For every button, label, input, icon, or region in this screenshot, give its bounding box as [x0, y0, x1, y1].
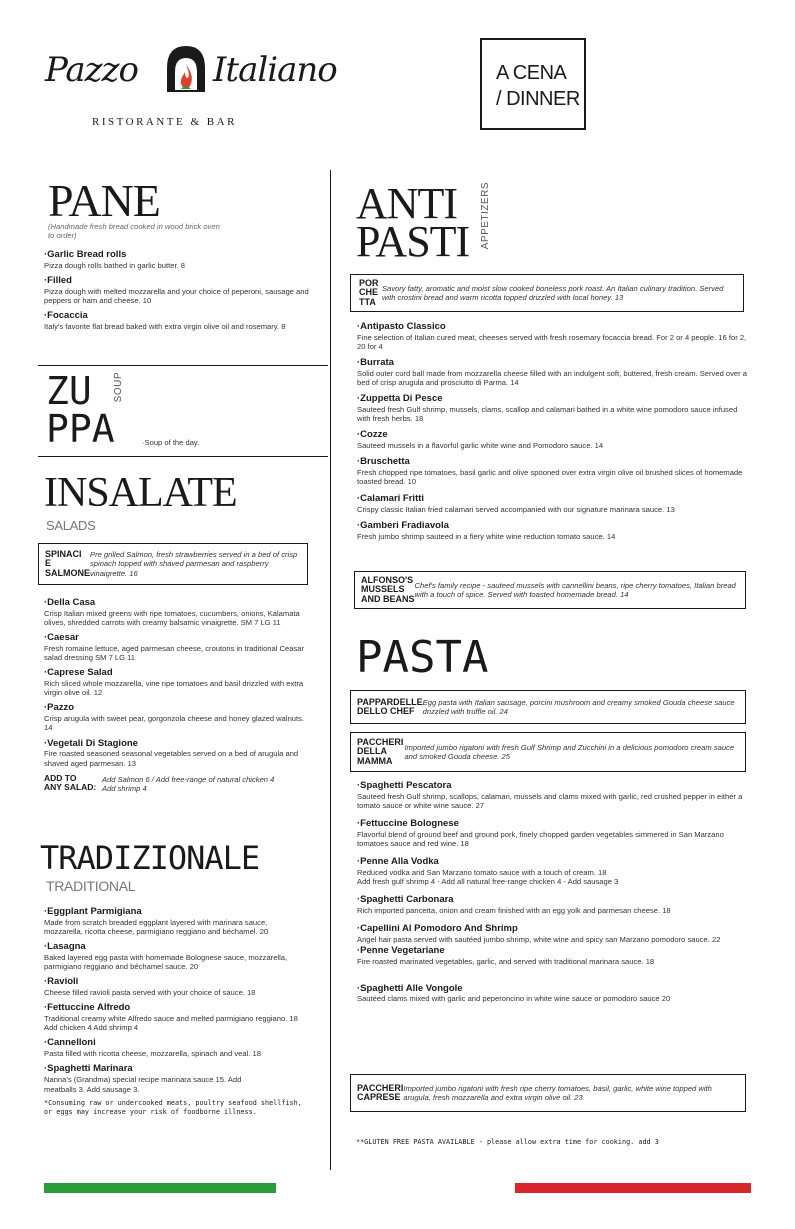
gluten-free-note: **GLUTEN FREE PASTA AVAILABLE - please allow extra time for cooking. add 3	[356, 1138, 659, 1146]
item-desc: Italy's favorite flat bread baked with extra virgin olive oil and rosemary. 8	[44, 322, 286, 332]
spinaci-salmone-desc: Pre grilled Salmon, fresh strawberries served in a bed of crisp spinach topped with shaved parmesan and raspberry vinaigrette. 16	[90, 550, 298, 578]
item-name: ·Lasagna	[44, 941, 86, 953]
item-desc: Crisp arugula with sweet pear, gorgonzola cheese and honey glazed walnuts. 14	[44, 714, 305, 733]
item-desc: Pizza dough with melted mozzarella and your choice of peperoni, sausage and peppers or ham and cheese. 10	[44, 286, 309, 306]
tradizionale-item	[44, 1038, 306, 1058]
item-desc: Fresh chopped ripe tomatoes, basil garlic and olive spooned over extra virgin olive oil brushed slices of homemade toasted bread. 10	[357, 468, 743, 487]
insalate-item	[44, 668, 306, 697]
item-name: ·Eggplant Parmigiana	[44, 906, 142, 917]
paccheri-mamma-box	[350, 732, 746, 772]
divider	[38, 365, 328, 366]
insalate-item	[44, 633, 306, 662]
antipasti-vertical-label: APPETIZERS	[480, 182, 491, 250]
pasta-item	[357, 857, 757, 886]
item-name: ·Calamari Fritti	[357, 492, 425, 504]
item-name: ·Filled	[44, 275, 72, 287]
item-name: ·Cozze	[357, 429, 388, 441]
red-stripe	[515, 1183, 751, 1193]
insalate-item	[44, 703, 306, 732]
item-desc: Reduced vodka and San Marzano tomato sauce with a touch of cream. 18 Add fresh gulf shrimp 4 - Add all natural free-range chicken 4 - Add sausage 3	[357, 868, 619, 887]
insalate-item	[44, 739, 306, 768]
logo-subtitle: RISTORANTE & BAR	[92, 116, 237, 128]
insalate-subtitle: SALADS	[46, 518, 96, 533]
item-desc: Sauteed mussels in a flavorful garlic white wine and Pomodoro sauce. 14	[357, 441, 604, 451]
meal-period-box	[480, 38, 586, 130]
antipasti-title-line1: ANTI	[356, 179, 458, 228]
pane-item	[44, 311, 309, 331]
paccheri-caprese-box	[350, 1074, 746, 1112]
pasta-item	[357, 984, 757, 1004]
logo	[45, 40, 345, 135]
alfonso-mussels-desc: Chef's family recipe - sauteed mussels with cannellini beans, ripe cherry tomatoes, Italian bread with a touch of spice. Served with toasted homemade bread. 14	[414, 580, 736, 599]
pane-items	[44, 250, 309, 331]
pasta-item	[357, 895, 757, 915]
pasta-item	[357, 946, 757, 966]
add-to-salad-line1: Add Salmon 6 / Add free-range of natural chicken 4	[102, 774, 275, 784]
tradizionale-item	[44, 1003, 306, 1032]
pane-subtitle: (Handmade fresh bread cooked in wood brick oven to order)	[48, 222, 220, 241]
foodborne-illness-note: *Consuming raw or undercooked meats, poultry seafood shellfish, or eggs may increase your risk of foodborne illness.	[44, 1098, 302, 1117]
item-name: ·Penne Vegetariane	[357, 945, 445, 957]
item-name: ·Garlic Bread rolls	[44, 249, 127, 260]
item-desc: Solid outer curd ball made from mozzarella cheese filled with an indulgent soft, buttered, fresh cream. Served over a bed of crisp arugula and prosciutto di Parma. 14	[357, 369, 748, 388]
item-desc: Fresh jumbo shrimp sauteed in a fiery white wine reduction tomato sauce. 14	[357, 531, 616, 541]
item-name: ·Gamberi Fradiavola	[357, 519, 449, 531]
tradizionale-subtitle: TRADITIONAL	[46, 878, 136, 894]
item-name: ·Burrata	[357, 357, 394, 369]
tradizionale-items	[44, 907, 306, 1118]
item-name: ·Spaghetti Pescatora	[357, 780, 452, 791]
insalate-item	[44, 598, 306, 627]
item-name: ·Focaccia	[44, 310, 88, 322]
alfonso-mussels-title: ALFONSO'S MUSSELS AND BEANS	[361, 574, 415, 604]
item-desc: Crisp Italian mixed greens with ripe tomatoes, cucumbers, onions, Kalamata olives, shredded carrots with creamy balsamic vinaigrette. SM 7 LG 11	[44, 608, 300, 628]
pappardelle-box	[350, 690, 746, 724]
item-desc: Cheese filled ravioli pasta served with your choice of sauce. 18	[44, 988, 256, 998]
zuppa-vertical-label: SOUP	[113, 372, 124, 403]
item-desc: Traditional creamy white Alfredo sauce and melted parmigiano reggiano. 18 Add chicken 4 Add shrimp 4	[44, 1014, 298, 1033]
item-name: ·Della Casa	[44, 597, 96, 608]
pappardelle-desc: Egg pasta with Italian sausage, porcini mushroom and creamy smoked Gouda cheese sauce drizzled with truffle oil. 24	[422, 697, 735, 716]
item-desc: Sauteed fresh Gulf shrimp, scallops, calamari, mussels and clams mixed with garlic, red crushed pepper in either a tomato sauce or white wine sauce. 27	[357, 791, 743, 811]
item-name: ·Vegetali Di Stagione	[44, 737, 138, 749]
item-desc: Fire roasted marinated vegetables, garlic, and served with traditional marinara sauce. 18	[357, 957, 655, 967]
tradizionale-item	[44, 977, 306, 997]
porchetta-desc: Savory fatty, aromatic and moist slow cooked boneless pork roast. An Italian culinary tradition. Served with crostini bread and warm ricotta topped drizzled with local honey. 13	[381, 283, 724, 302]
antipasti-item	[357, 521, 752, 541]
pasta-items	[357, 781, 757, 1004]
pane-title: PANE	[48, 175, 160, 226]
item-name: ·Cannelloni	[44, 1037, 96, 1049]
paccheri-mamma-desc: Imported jumbo rigatoni with fresh Gulf Shrimp and Zucchini in a delicious pomodoro cream sauce and smoked Gouda cheese. 25	[404, 742, 735, 761]
item-name: ·Spaghetti Carbonara	[357, 894, 454, 906]
pane-item	[44, 250, 309, 270]
porchetta-title: POR CHE TTA	[359, 277, 379, 307]
add-to-salad-options	[102, 774, 274, 794]
item-desc: Crispy classic Italian fried calamari served accompanied with our signature marinara sauce. 13	[357, 504, 675, 514]
center-divider	[330, 170, 331, 1170]
green-stripe	[44, 1183, 276, 1193]
antipasti-title-line2: PASTI	[356, 217, 470, 266]
item-name: ·Fettuccine Bolognese	[357, 818, 459, 830]
antipasti-items	[357, 322, 752, 541]
item-desc: Flavorful blend of ground beef and ground pork, finely chopped garden vegetables simmered in San Marzano tomatoes sauce and red wine. 18	[357, 830, 724, 849]
pasta-title: PASTA	[356, 632, 489, 683]
antipasti-item	[357, 358, 752, 387]
item-desc: Sauteed fresh Gulf shrimp, mussels, clams, scallop and calamari bathed in a white wine pomodoro sauce infused with fresh herbs. 18	[357, 405, 738, 424]
antipasti-item	[357, 457, 752, 486]
item-desc: Nanna's (Grandma) special recipe marinara sauce 15. Add meatballs 3. Add sausage 3.	[44, 1075, 242, 1094]
insalate-items	[44, 598, 306, 793]
item-name: ·Zuppetta Di Pesce	[357, 393, 443, 405]
antipasti-item	[357, 494, 752, 514]
item-name: ·Pazzo	[44, 702, 75, 714]
tradizionale-item	[44, 907, 306, 936]
item-desc: Fine selection of Italian cured meat, cheeses served with fresh rosemary focaccia bread. For 2 or 4 people. 16 for 2, 20 for 4	[357, 332, 747, 352]
paccheri-mamma-title: PACCHERI DELLA MAMMA	[357, 736, 404, 766]
oven-flame-icon	[163, 42, 209, 94]
item-name: ·Caesar	[44, 632, 79, 644]
item-name: ·Capellini Al Pomodoro And Shrimp	[357, 923, 518, 935]
logo-right-text: Italiano	[213, 50, 337, 90]
antipasti-item	[357, 394, 752, 423]
item-desc: Angel hair pasta served with sautéed jumbo shrimp, white wine and spicy san Marzano pomodoro sauce. 22	[357, 935, 721, 945]
item-name: ·Bruschetta	[357, 456, 410, 468]
add-to-salad-line2: Add shrimp 4	[102, 783, 147, 793]
antipasti-item	[357, 322, 752, 351]
paccheri-caprese-title: PACCHERI CAPRESE	[357, 1082, 404, 1102]
antipasti-item	[357, 430, 752, 450]
tradizionale-item	[44, 942, 306, 971]
item-name: ·Fettuccine Alfredo	[44, 1002, 131, 1014]
pappardelle-title: PAPPARDELLE DELLO CHEF	[357, 696, 423, 716]
pasta-item	[357, 781, 757, 810]
pane-section	[40, 175, 325, 241]
pasta-item	[357, 924, 757, 944]
tradizionale-item	[44, 1064, 306, 1093]
item-name: ·Spaghetti Alle Vongole	[357, 982, 463, 994]
alfonso-mussels-box	[354, 571, 746, 609]
spinaci-salmone-box	[38, 543, 308, 585]
zuppa-title-line1: ZU	[46, 369, 92, 413]
insalate-title: INSALATE	[44, 470, 237, 516]
item-desc: Baked layered egg pasta with homemade Bolognese sauce, mozzarella, parmigiano reggiano and béchamel sauce. 20	[44, 953, 288, 972]
paccheri-caprese-desc: Imported jumbo rigatoni with fresh ripe cherry tomatoes, basil, garlic, white wine topped with arugula, fresh mozzarella and extra virgin olive oil. 23	[403, 1083, 712, 1102]
zuppa-desc: ·Soup of the day.	[142, 438, 200, 447]
divider	[38, 456, 328, 457]
item-desc: Rich imported pancetta, onion and cream finished with an egg yolk and parmesan cheese. 18	[357, 906, 671, 916]
item-desc: Fresh romaine lettuce, aged parmesan cheese, croutons in traditional Ceasar salad dressing SM 7 LG 11	[44, 644, 305, 663]
tradizionale-title: TRADIZIONALE	[40, 839, 260, 877]
pasta-item	[357, 819, 757, 848]
item-name: ·Antipasto Classico	[357, 321, 446, 332]
add-to-salad-label: ADD TO ANY SALAD:	[44, 772, 97, 793]
item-name: ·Ravioli	[44, 976, 79, 988]
item-desc: Pasta filled with ricotta cheese, mozzarella, spinach and veal. 18	[44, 1049, 261, 1059]
meal-period-line1: A CENA	[496, 62, 567, 84]
spinaci-salmone-title: SPINACI E SALMONE	[45, 548, 90, 578]
item-desc: Fire roasted seasoned seasonal vegetables served on a bed of arugula and shaved aged parmesan. 13	[44, 749, 299, 768]
item-desc: Made from scratch breaded eggplant layered with marinara sauce, mozzarella, ricotta cheese, parmigiano reggiano and béchamel. 20	[44, 917, 269, 937]
item-name: ·Penne Alla Vodka	[357, 856, 439, 868]
item-desc: Sautéed clams mixed with garlic and peperoncino in white wine sauce or pomodoro sauce 20	[357, 994, 671, 1004]
item-desc: Pizza dough rolls bathed in garlic butter. 8	[44, 260, 185, 270]
meal-period-line2: / DINNER	[496, 88, 580, 110]
item-name: ·Spaghetti Marinara	[44, 1063, 133, 1075]
item-name: ·Caprese Salad	[44, 667, 113, 679]
pane-item	[44, 276, 309, 305]
porchetta-box	[350, 274, 744, 312]
zuppa-title-line2: PPA	[46, 407, 115, 451]
add-to-salad	[44, 774, 306, 794]
item-desc: Rich sliced whole mozzarella, vine ripe tomatoes and basil drizzled with extra virgin olive oil. 12	[44, 679, 304, 698]
logo-left-text: Pazzo	[45, 50, 138, 90]
